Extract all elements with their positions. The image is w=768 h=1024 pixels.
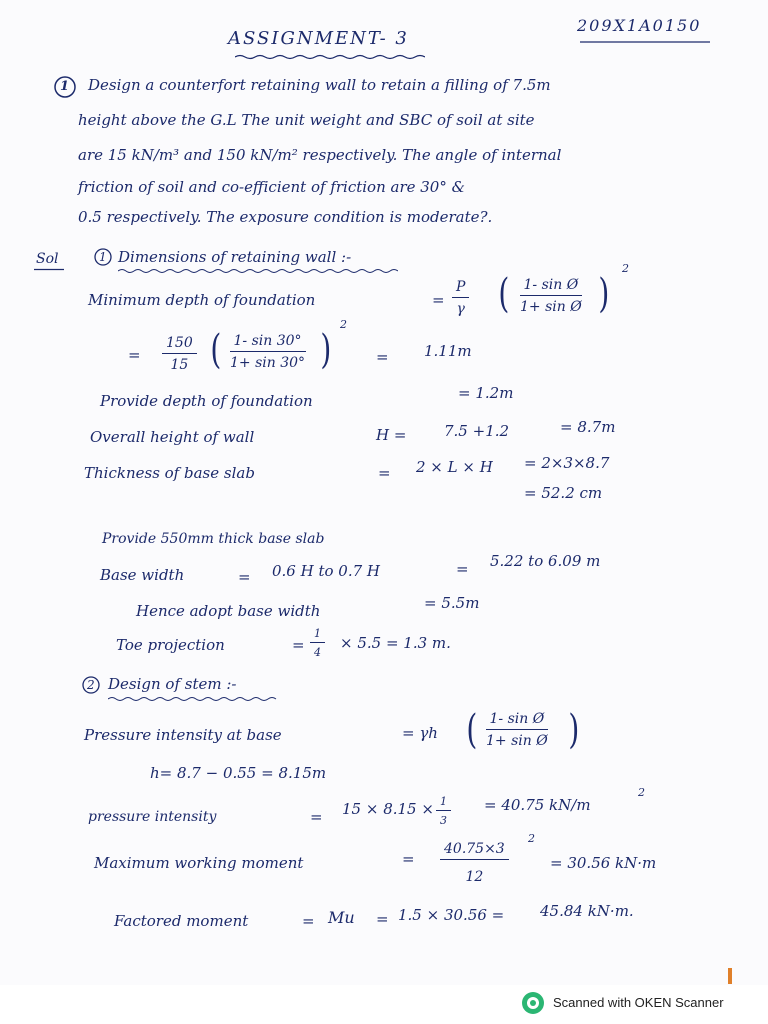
pressure-sin-fraction (482, 712, 552, 748)
pressure-base-expr: = γh (402, 724, 438, 742)
min-depth-label: Minimum depth of foundation (88, 291, 316, 309)
question-line-4: friction of soil and co-efficient of friction are 30° & (78, 178, 465, 196)
overall-height-expr: 7.5 +1.2 (444, 422, 510, 440)
calc-result-equals: = (376, 348, 389, 366)
step2-heading: Design of stem :- (108, 675, 237, 693)
calc-result: 1.11m (424, 342, 472, 360)
calc-den: 15 (170, 357, 189, 373)
max-moment-fraction (440, 842, 509, 884)
min-depth-close-paren: ) (598, 271, 610, 317)
max-moment-equals: = (402, 850, 415, 868)
scanner-footer-text: Scanned with OKEN Scanner (553, 995, 724, 1010)
base-width-equals-2: = (456, 560, 469, 578)
base-width-expr: 0.6 H to 0.7 H (272, 562, 381, 580)
max-moment-num: 40.75×3 (440, 842, 509, 860)
toe-fraction (310, 628, 325, 658)
base-width-label: Base width (100, 566, 185, 584)
max-moment-den: 12 (465, 869, 484, 885)
pressure-expr: 15 × 8.15 × (342, 800, 434, 818)
overall-height-symbol: H = (376, 426, 407, 444)
question-line-2: height above the G.L The unit weight and SBC of soil at site (78, 111, 535, 129)
min-depth-fraction (452, 280, 469, 316)
title-underline (235, 54, 425, 60)
pressure-sin-num: 1- sin Ø (486, 712, 549, 730)
factored-value: 45.84 kN·m. (540, 902, 634, 920)
toe-frac-den: 4 (314, 646, 321, 659)
calc-sin-num: 1- sin 30° (230, 334, 306, 352)
step1-heading: Dimensions of retaining wall :- (118, 248, 352, 266)
question-line-1: Design a counterfort retaining wall to retain a filling of 7.5m (88, 76, 551, 94)
question-line-3: are 15 kN/m³ and 150 kN/m² respectively. The angle of internal (78, 146, 562, 164)
provide-depth-value: = 1.2m (458, 384, 514, 402)
min-depth-open-paren: ( (498, 271, 510, 317)
factored-equals: = (302, 912, 315, 930)
base-thickness-expr2: = 2×3×8.7 (524, 454, 610, 472)
h-expression: h= 8.7 − 0.55 = 8.15m (150, 764, 327, 782)
toe-label: Toe projection (116, 636, 225, 654)
step2-heading-underline (108, 696, 278, 702)
pressure-frac-num: 1 (436, 796, 451, 811)
question-line-5: 0.5 respectively. The exposure condition is moderate?. (78, 208, 493, 226)
base-width-equals: = (238, 568, 251, 586)
pressure-sin-den: 1+ sin Ø (486, 733, 548, 749)
min-depth-frac-num: P (452, 280, 469, 298)
roll-number: 209X1A0150 (577, 16, 702, 35)
step1-number: 1 (99, 250, 107, 264)
calc-num: 150 (162, 336, 197, 354)
solution-label: Sol (36, 251, 59, 267)
pressure-exponent: 2 (638, 786, 645, 799)
page-edge-mark (728, 968, 732, 984)
max-moment-label: Maximum working moment (94, 854, 304, 872)
base-thickness-equals: = (378, 464, 391, 482)
factored-expr: 1.5 × 30.56 = (398, 906, 505, 924)
pressure-close-paren: ) (568, 707, 580, 753)
factored-label: Factored moment (114, 912, 249, 930)
calc-exponent: 2 (340, 318, 347, 331)
min-depth-frac-den: γ (456, 301, 465, 317)
toe-value: × 5.5 = 1.3 m. (340, 634, 451, 652)
min-depth-equals: = (432, 291, 445, 309)
min-depth-sin-fraction (516, 278, 586, 314)
toe-frac-num: 1 (310, 628, 325, 643)
min-depth-sin-num: 1- sin Ø (520, 278, 583, 296)
base-thickness-expr: 2 × L × H (416, 458, 493, 476)
step1-heading-underline (118, 268, 398, 274)
min-depth-exponent: 2 (622, 262, 629, 275)
hence-label: Hence adopt base width (136, 602, 321, 620)
pressure-open-paren: ( (466, 707, 478, 753)
pressure-equals: = (310, 808, 323, 826)
pressure-value: = 40.75 kN/m (484, 796, 591, 814)
calc-close-paren: ) (320, 327, 332, 373)
toe-equals: = (292, 636, 305, 654)
hence-value: = 5.5m (424, 594, 480, 612)
solution-label-underline (34, 268, 64, 271)
pressure-fraction (436, 796, 451, 826)
roll-underline (580, 40, 710, 44)
min-depth-sin-den: 1+ sin Ø (520, 299, 582, 315)
pressure-base-label: Pressure intensity at base (84, 726, 282, 744)
question-number: 1 (60, 79, 70, 94)
max-moment-exponent: 2 (528, 832, 535, 845)
calc-equals: = (128, 346, 141, 364)
base-thickness-value: = 52.2 cm (524, 484, 603, 502)
step2-number: 2 (87, 678, 95, 692)
factored-equals-2: = (376, 910, 389, 928)
calc-open-paren: ( (210, 327, 222, 373)
overall-height-label: Overall height of wall (90, 428, 255, 446)
calc-sin-den: 1+ sin 30° (230, 355, 306, 371)
assignment-title: ASSIGNMENT- 3 (228, 28, 409, 49)
overall-height-value: = 8.7m (560, 418, 616, 436)
provide-base-label: Provide 550mm thick base slab (102, 531, 325, 547)
oken-scanner-logo-icon (520, 990, 546, 1016)
base-thickness-label: Thickness of base slab (84, 464, 255, 482)
calc-sin-fraction (226, 334, 309, 370)
factored-symbol: Mu (328, 908, 355, 927)
pressure-frac-den: 3 (440, 814, 447, 827)
max-moment-value: = 30.56 kN·m (550, 854, 657, 872)
provide-depth-label: Provide depth of foundation (100, 392, 313, 410)
pressure-label: pressure intensity (88, 809, 217, 825)
base-width-value: 5.22 to 6.09 m (490, 552, 601, 570)
calc-fraction (162, 336, 197, 372)
